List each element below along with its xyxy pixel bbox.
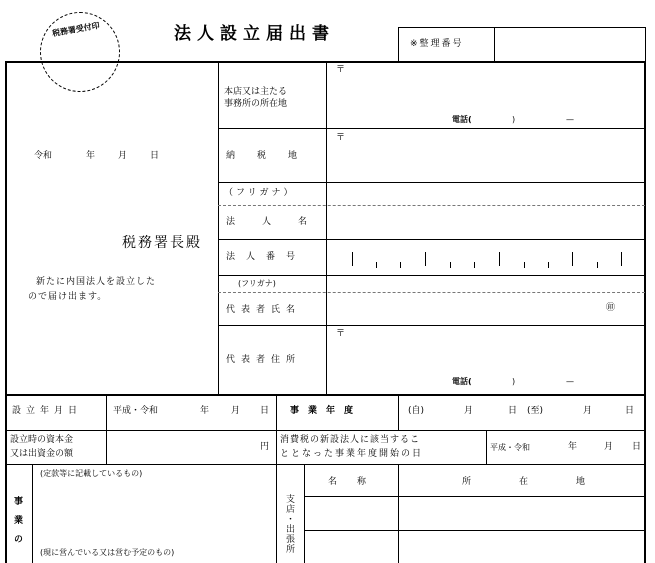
consumption-year: 年 — [568, 442, 578, 452]
reference-number-label: ※整理番号 — [410, 39, 464, 49]
phone-paren: ) — [512, 115, 516, 124]
head-office-label-2: 事務所の所在地 — [224, 99, 288, 109]
fiscal-to-month: 月 — [583, 406, 593, 416]
rep-address-field[interactable] — [327, 326, 644, 394]
rep-address-label: 代表者住所 — [226, 355, 302, 365]
phone-label: 電話( — [452, 377, 472, 386]
established-year: 年 — [200, 406, 210, 416]
corp-name-field[interactable] — [327, 206, 644, 238]
form-title: 法人設立届出書 — [174, 24, 335, 44]
consumption-label-1: 消費税の新設法人に該当するこ — [280, 435, 421, 445]
phone-label: 電話( — [452, 115, 472, 124]
tax-office-addressee: 税務署長殿 — [122, 235, 202, 251]
branch-row-1[interactable] — [305, 497, 644, 529]
rep-name-field[interactable] — [327, 293, 644, 324]
branch-row-2[interactable] — [305, 531, 644, 563]
phone-paren: ) — [512, 377, 516, 386]
consumption-day: 日 — [632, 442, 642, 452]
business-note-1: (定款等に記載しているもの) — [40, 469, 143, 478]
corp-name-label: 法人名 — [226, 217, 335, 227]
established-era: 平成・令和 — [113, 406, 159, 416]
capital-amount-field[interactable] — [107, 431, 257, 463]
consumption-era: 平成・令和 — [490, 443, 530, 452]
date-era: 令和 — [34, 151, 53, 161]
consumption-month: 月 — [604, 442, 614, 452]
head-office-address-field[interactable] — [327, 63, 644, 127]
tax-place-label: 納税地 — [226, 151, 320, 161]
corp-number-label: 法人番号 — [226, 252, 307, 262]
branch-col-location: 所在地 — [462, 477, 634, 487]
corp-number-field[interactable] — [327, 240, 644, 274]
business-purpose-field[interactable] — [33, 480, 275, 540]
postal-mark: 〒 — [336, 329, 346, 339]
fiscal-from-day: 日 — [508, 406, 518, 416]
fiscal-year-label: 事業年度 — [290, 406, 363, 416]
postal-mark: 〒 — [336, 133, 346, 143]
fiscal-from: (自) — [408, 406, 425, 416]
consumption-label-2: ととなった事業年度開始の日 — [280, 449, 424, 459]
capital-label-2: 又は出資金の額 — [10, 449, 74, 459]
statement-line-2: ので届け出ます。 — [28, 292, 108, 302]
business-label: 事業の — [12, 496, 22, 553]
phone-dash: — — [566, 115, 574, 124]
established-day: 日 — [260, 406, 270, 416]
fiscal-to-day: 日 — [625, 406, 635, 416]
postal-mark: 〒 — [336, 65, 346, 75]
reference-number-field[interactable] — [495, 28, 645, 60]
capital-yen: 円 — [260, 442, 270, 452]
date-year-label: 年 — [86, 151, 96, 161]
capital-label-1: 設立時の資本金 — [10, 435, 74, 445]
established-label: 設立年月日 — [12, 406, 83, 416]
date-month-label: 月 — [118, 151, 128, 161]
rep-name-label: 代表者氏名 — [226, 305, 302, 315]
seal-mark: ㊞ — [606, 303, 616, 313]
fiscal-from-month: 月 — [464, 406, 474, 416]
furigana-label: （フリガナ） — [224, 188, 296, 198]
branch-label: 支店・出張所 — [284, 494, 294, 554]
receipt-stamp-label: 税務署受付印 — [51, 20, 101, 39]
head-office-label-1: 本店又は主たる — [224, 87, 288, 97]
business-note-2: (現に営んでいる又は営む予定のもの) — [40, 548, 175, 557]
branch-col-name: 名称 — [328, 477, 387, 487]
statement-line-1: 新たに内国法人を設立した — [36, 277, 157, 287]
fiscal-to: (至) — [527, 406, 544, 416]
date-day-label: 日 — [150, 151, 160, 161]
phone-dash: — — [566, 377, 574, 386]
rep-furigana-label: (フリガナ) — [238, 279, 276, 288]
established-month: 月 — [231, 406, 241, 416]
tax-place-field[interactable] — [327, 129, 644, 181]
